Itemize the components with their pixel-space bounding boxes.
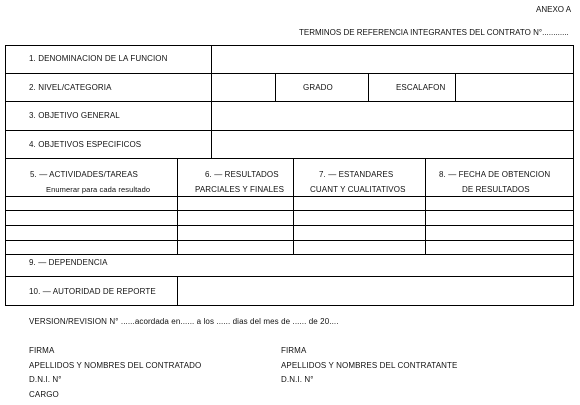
activities-header: 5. — ACTIVIDADES/TAREAS bbox=[30, 170, 138, 179]
standards-header: 7. — ESTANDARES bbox=[319, 170, 394, 179]
date-header: 8. — FECHA DE OBTENCION bbox=[439, 170, 551, 179]
contracted-name-label: APELLIDOS Y NOMBRES DEL CONTRATADO bbox=[29, 361, 202, 370]
contractor-name-label: APELLIDOS Y NOMBRES DEL CONTRATANTE bbox=[281, 361, 458, 370]
standards-subheader: CUANT Y CUALITATIVOS bbox=[310, 185, 406, 194]
function-name-label: 1. DENOMINACION DE LA FUNCION bbox=[29, 54, 168, 63]
contracted-id-label: D.N.I. N° bbox=[29, 375, 62, 384]
contractor-signature-label: FIRMA bbox=[281, 346, 307, 355]
document-subtitle: TERMINOS DE REFERENCIA INTEGRANTES DEL CONTRATO N°............ bbox=[299, 28, 569, 37]
general-objective-label: 3. OBJETIVO GENERAL bbox=[29, 111, 120, 120]
contractor-id-label: D.N.I. N° bbox=[281, 375, 314, 384]
level-category-label: 2. NIVEL/CATEGORIA bbox=[29, 83, 112, 92]
version-line: VERSION/REVISION N° ......acordada en...... a los ...... dias del mes de ...... de 20.... bbox=[29, 317, 339, 326]
contracted-position-label: CARGO bbox=[29, 390, 59, 399]
reporting-authority-label: 10. — AUTORIDAD DE REPORTE bbox=[29, 287, 156, 296]
contracted-signature-label: FIRMA bbox=[29, 346, 55, 355]
results-header: 6. — RESULTADOS bbox=[205, 170, 279, 179]
results-subheader: PARCIALES Y FINALES bbox=[195, 185, 285, 194]
annex-label: ANEXO A bbox=[536, 5, 572, 14]
date-subheader: DE RESULTADOS bbox=[462, 185, 530, 194]
activities-subheader: Enumerar para cada resultado bbox=[46, 185, 151, 194]
grade-label: GRADO bbox=[303, 83, 333, 92]
dependency-label: 9. — DEPENDENCIA bbox=[29, 258, 108, 267]
specific-objectives-label: 4. OBJETIVOS ESPECIFICOS bbox=[29, 140, 142, 149]
ladder-label: ESCALAFON bbox=[396, 83, 446, 92]
